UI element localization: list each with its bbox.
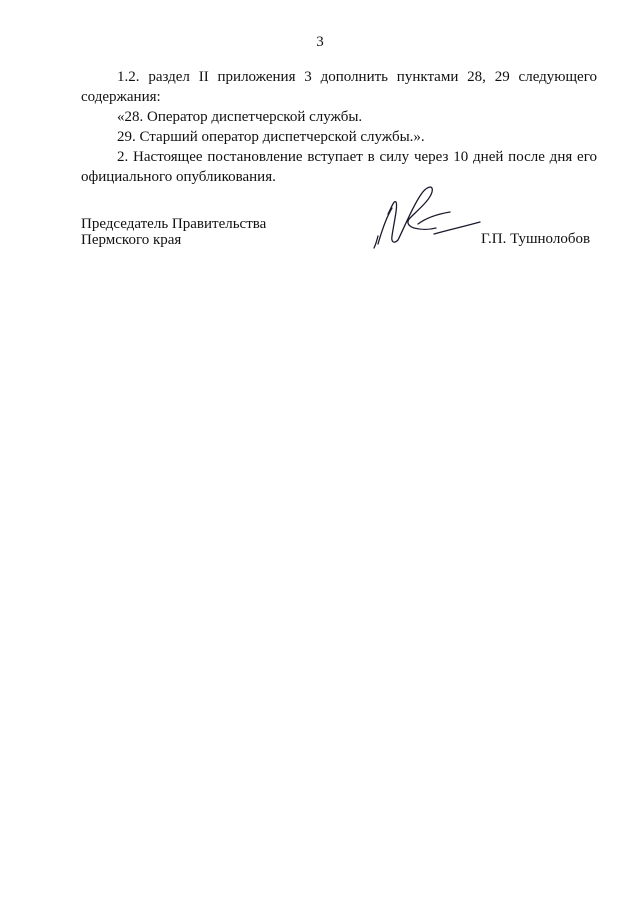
signer-position-line2: Пермского края [81,232,182,248]
paragraph-item-29: 29. Старший оператор диспетчерской службы.». [117,129,425,145]
paragraph-item-28: «28. Оператор диспетчерской службы. [117,109,363,125]
paragraph-section-amendment: 1.2. раздел II приложения 3 дополнить пунктами 28, 29 следующего содержания: [81,69,597,105]
signer-position-line1: Председатель Правительства [81,216,267,232]
paragraph-effective-date: 2. Настоящее постановление вступает в силу через 10 дней после дня его официального опубликования. [81,149,597,185]
signer-position [81,216,301,248]
page-number: 3 [316,34,324,50]
handwritten-signature [368,178,488,250]
signer-name: Г.П. Тушнолобов [481,231,591,247]
